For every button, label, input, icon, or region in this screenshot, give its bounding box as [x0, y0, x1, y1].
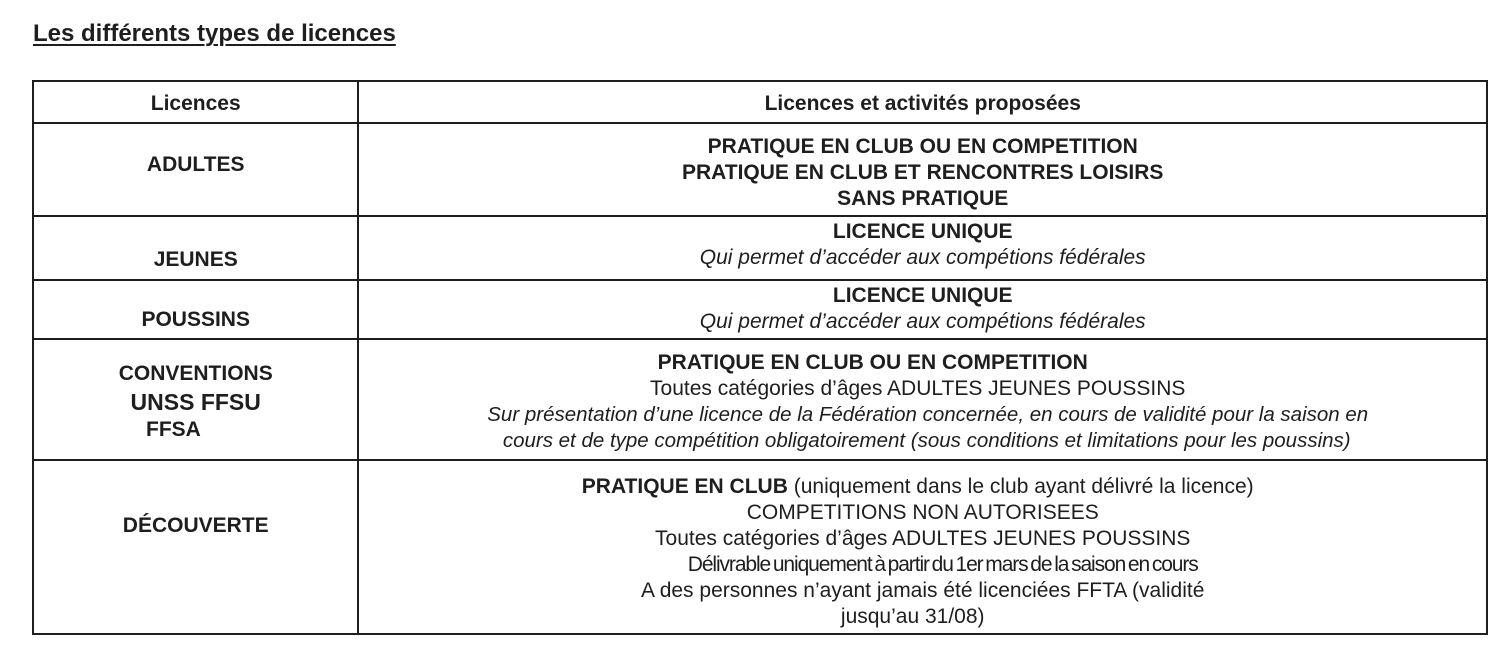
table-row-adultes [33, 123, 1487, 216]
activite-line: PRATIQUE EN CLUB OU EN COMPETITION [707, 135, 1138, 158]
activites-cell [358, 216, 1487, 280]
licence-name-decouverte: DÉCOUVERTE [122, 514, 269, 537]
licence-name-ffsa: FFSA [146, 418, 201, 441]
licence-name-conventions: CONVENTIONS [118, 362, 273, 385]
activites-cell [358, 339, 1487, 460]
licence-name-cell [33, 123, 358, 216]
activite-line [358, 474, 1486, 500]
table-row-poussins [33, 280, 1487, 339]
activite-line: Qui permet d’accéder aux compétions fédérales [699, 246, 1146, 269]
table-row-jeunes [33, 216, 1487, 280]
activite-line: PRATIQUE EN CLUB ET RENCONTRES LOISIRS [681, 161, 1164, 184]
activites-cell [358, 460, 1487, 634]
activite-line: Délivrable uniquement à partir du 1er mars de la saison en cours [687, 553, 1198, 576]
activite-line-rest: (uniquement dans le club ayant délivré la licence) [787, 475, 1254, 498]
licence-name-adultes: ADULTES [146, 153, 245, 176]
activite-line: Sur présentation d’une licence de la Fédération concernée, en cours de validité pour la saison en [487, 403, 1369, 426]
licences-table [32, 80, 1488, 635]
activite-line: Qui permet d’accéder aux compétions fédérales [699, 310, 1146, 333]
header-licences-label: Licences [150, 92, 241, 115]
activite-line: Toutes catégories d’âges ADULTES JEUNES POUSSINS [650, 377, 1186, 400]
activite-line: Toutes catégories d’âges ADULTES JEUNES POUSSINS [655, 527, 1191, 550]
licence-name-poussins: POUSSINS [141, 308, 250, 331]
activite-line: SANS PRATIQUE [837, 187, 1009, 210]
header-activites-label: Licences et activités proposées [764, 92, 1081, 115]
licence-name-cell [33, 339, 358, 460]
licence-name-cell [33, 216, 358, 280]
activite-line: jusqu’au 31/08) [840, 605, 985, 628]
activite-line: LICENCE UNIQUE [832, 220, 1013, 243]
activite-line: cours et de type compétition obligatoirement (sous conditions et limitations pour les poussins) [502, 429, 1351, 452]
page-title: Les différents types de licences [33, 20, 396, 47]
licence-name-unss-ffsu: UNSS FFSU [130, 389, 261, 415]
table-row-decouverte [33, 460, 1487, 634]
licence-name-cell [33, 280, 358, 339]
licence-name-cell [33, 460, 358, 634]
licence-name-jeunes: JEUNES [153, 248, 238, 271]
activite-line-bold: PRATIQUE EN CLUB [581, 475, 788, 498]
activite-line: A des personnes n’ayant jamais été licenciées FFTA (validité [641, 579, 1205, 602]
table-row-conventions [33, 339, 1487, 460]
activite-line: LICENCE UNIQUE [832, 284, 1013, 307]
activite-line: PRATIQUE EN CLUB OU EN COMPETITION [657, 351, 1088, 374]
activites-cell [358, 280, 1487, 339]
header-activites [358, 81, 1487, 123]
table-header-row [33, 81, 1487, 123]
activites-cell [358, 123, 1487, 216]
activite-line: COMPETITIONS NON AUTORISEES [746, 501, 1099, 524]
header-licences [33, 81, 358, 123]
